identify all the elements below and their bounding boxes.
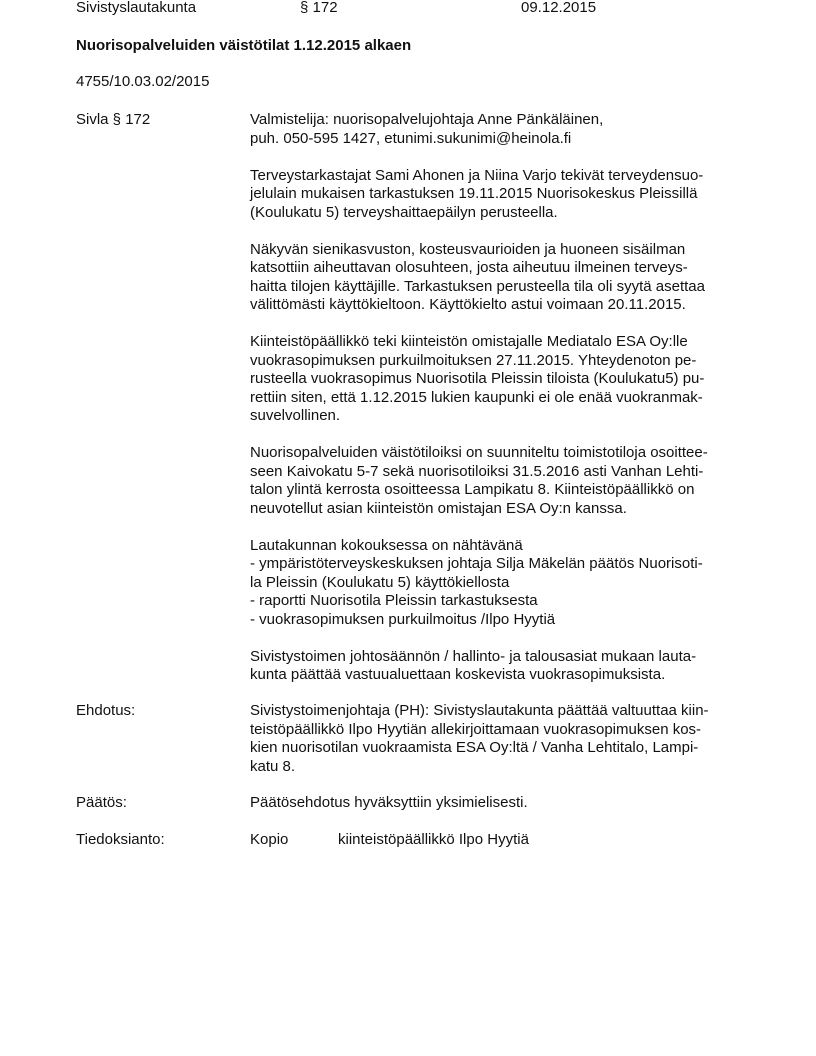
- usage-ban-paragraph: [250, 241, 750, 315]
- text-line: Valmistelija: nuorisopalvelujohtaja Anne Pänkäläinen,: [250, 111, 604, 128]
- text-line: rusteella vuokrasopimus Nuorisotila Pleissin tiloista (Koulukatu5) pu-: [250, 370, 705, 387]
- attachment-item: - ympäristöterveyskeskuksen johtaja Silja Mäkelän päätös Nuorisoti-: [250, 555, 703, 572]
- text-line: katu 8.: [250, 757, 296, 775]
- preparer-paragraph: [250, 111, 750, 148]
- text-line: Sivistystoimen johtosäännön / hallinto- ja talousasiat mukaan lauta-: [250, 647, 697, 665]
- proposal-body: [250, 702, 750, 776]
- document-header: [0, 0, 816, 19]
- meeting-date: 09.12.2015: [521, 0, 597, 16]
- text-line: Näkyvän sienikasvuston, kosteusvaurioiden ja huoneen sisäilman: [250, 240, 686, 258]
- board-name: Sivistyslautakunta: [76, 0, 197, 16]
- text-line: jelulain mukaisen tarkastuksen 19.11.2015 Nuorisokeskus Pleissillä: [250, 185, 698, 202]
- text-line: Lautakunnan kokouksessa on nähtävänä: [250, 536, 523, 554]
- text-line: Nuorisopalveluiden väistötiloiksi on suunniteltu toimistotiloja osoittee-: [250, 444, 708, 461]
- text-line: rettiin siten, että 1.12.2015 lukien kaupunki ei ole enää vuokranmak-: [250, 388, 703, 406]
- document-title: Nuorisopalveluiden väistötilat 1.12.2015 alkaen: [76, 37, 412, 54]
- text-line: suvelvollinen.: [250, 407, 341, 424]
- preparation-body: [250, 111, 750, 685]
- proposal-paragraph: [250, 702, 750, 776]
- decision-body: [250, 794, 750, 813]
- inspection-paragraph: [250, 167, 750, 223]
- preparation-label: Sivla § 172: [76, 111, 151, 128]
- text-line: välittömästi käyttökieltoon. Käyttökielto astui voimaan 20.11.2015.: [250, 296, 686, 313]
- text-line: talon ylintä kerrosta osoitteessa Lampikatu 8. Kiinteistöpäällikkö on: [250, 481, 695, 498]
- text-line: haitta tilojen käyttäjille. Tarkastuksen perusteella tila oli syytä asettaa: [250, 277, 705, 295]
- attachments-paragraph: [250, 537, 750, 630]
- decision-label: Päätös:: [76, 794, 127, 811]
- text-line: kunta päättää vastuualuettaan koskevista vuokrasopimuksista.: [250, 666, 666, 683]
- text-line: teistöpäällikkö Ilpo Hyytiän allekirjoittamaan vuokrasopimuksen kos-: [250, 720, 702, 738]
- attachment-item: - raportti Nuorisotila Pleissin tarkastuksesta: [250, 592, 538, 609]
- text-line: Kiinteistöpäällikkö teki kiinteistön omistajalle Mediatalo ESA Oy:lle: [250, 333, 688, 350]
- text-line: neuvotellut asian kiinteistön omistajan ESA Oy:n kanssa.: [250, 499, 627, 517]
- section-number: § 172: [300, 0, 338, 16]
- notification-label: Tiedoksianto:: [76, 831, 165, 848]
- text-line: Terveystarkastajat Sami Ahonen ja Niina Varjo tekivät terveydensuo-: [250, 166, 704, 184]
- text-line: vuokrasopimuksen purkuilmoituksen 27.11.2015. Yhteydenoton pe-: [250, 351, 697, 369]
- text-line: puh. 050-595 1427, etunimi.sukunimi@heinola.fi: [250, 129, 572, 147]
- text-line: katsottiin aiheuttavan olosuhteen, josta aiheutuu ilmeinen terveys-: [250, 259, 688, 276]
- decision-text: Päätösehdotus hyväksyttiin yksimielisesti.: [250, 794, 528, 811]
- attachment-item: la Pleissin (Koulukatu 5) käyttökiellosta: [250, 573, 510, 591]
- lease-termination-paragraph: [250, 333, 750, 426]
- attachment-item: - vuokrasopimuksen purkuilmoitus /Ilpo Hyytiä: [250, 610, 556, 628]
- proposal-label: Ehdotus:: [76, 702, 136, 719]
- copy-label: Kopio: [250, 831, 289, 848]
- temporary-premises-paragraph: [250, 444, 750, 518]
- text-line: (Koulukatu 5) terveyshaittaepäilyn perusteella.: [250, 203, 558, 221]
- copy-recipient: kiinteistöpäällikkö Ilpo Hyytiä: [338, 831, 529, 848]
- text-line: kien nuorisotilan vuokraamista ESA Oy:ltä / Vanha Lehtitalo, Lampi-: [250, 739, 699, 756]
- notification-body: [250, 831, 750, 850]
- authority-paragraph: [250, 648, 750, 685]
- text-line: seen Kaivokatu 5-7 sekä nuorisotiloiksi 31.5.2016 asti Vanhan Lehti-: [250, 462, 704, 480]
- document-number: 4755/10.03.02/2015: [76, 73, 210, 90]
- text-line: Sivistystoimenjohtaja (PH): Sivistyslautakunta päättää valtuuttaa kiin-: [250, 702, 709, 719]
